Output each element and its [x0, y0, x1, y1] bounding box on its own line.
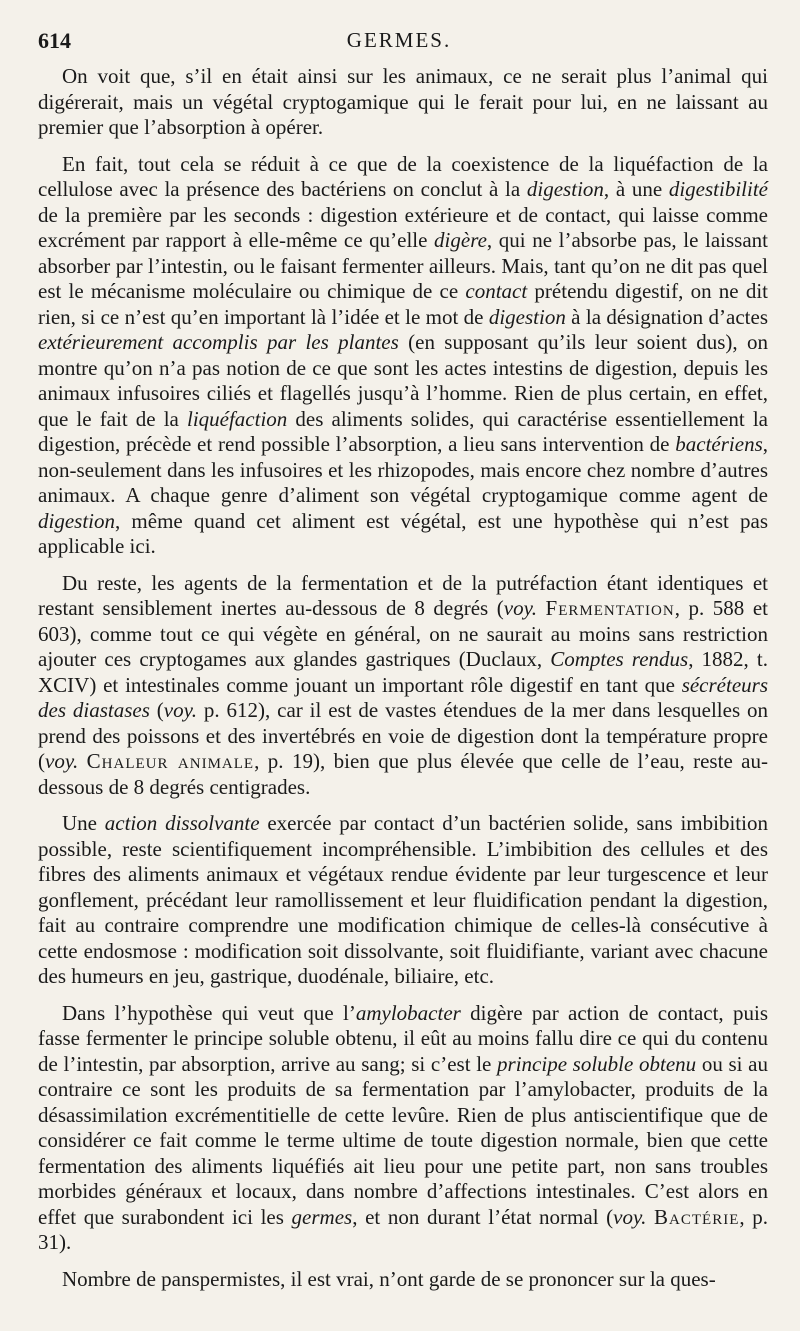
text-run: digère par action de contact, puis fasse fermenter le principe soluble obtenu, il eût au moins fallu dire ce qui du contenu de l’intestin, par absorption, arrive au sang; si c’est le: [38, 1000, 768, 1076]
text-run: , 1882, t. XCIV) et intestinales comme jouant un important rôle digestif en tant que: [38, 647, 768, 697]
italic-text: sécréteurs des diastases: [38, 672, 768, 722]
text-run: Une: [62, 811, 105, 835]
text-run: Du reste, les agents de la fermentation et de la putréfaction étant identiques et restant sensiblement inertes au-dessous de 8 degrés (: [38, 570, 768, 620]
italic-text: digère: [434, 228, 487, 252]
text-run: On voit que, s’il en était ainsi sur les animaux, ce ne serait plus l’animal qui digérerait, mais un végétal cryptogamique qui le ferait pour lui, en ne laissant au premier que l’absorption à opérer.: [38, 64, 768, 139]
text-run: (en supposant qu’ils leur soient dus), on montre qu’on n’a pas notion de ce que sont les actes intestins de digestion, depuis les animaux infusoires ciliés et flagellés jusqu’à l’homme. Rien de plus certain, en effet, que le fait de la: [38, 330, 768, 431]
text-run: exercée par contact d’un bactérien solide, sans imbibition possible, reste scientifiquement incompréhensible. L’imbibition des cellules et des fibres des aliments animaux et végétaux rendue évidente par leur turgescence et leur gonflement, précédant leur ramollissement et leur fluidification pendant la digestion, fait au contraire comprendre une modification chimique de celles-là consécutive à cette endosmose : modification soit dissolvante, soit fluidifiante, variant avec chacune des humeurs en jeu, gastrique, duodénale, biliaire, etc.: [38, 811, 768, 988]
text-run: de la première par les seconds : digestion extérieure et de contact, qui laisse comme excrément par rapport à elle-même ce qu’elle: [38, 202, 768, 252]
text-run: , à une: [603, 177, 669, 201]
italic-text: germes: [291, 1204, 353, 1229]
paragraph: [38, 811, 768, 990]
paragraph: [38, 1267, 768, 1293]
text-run: p. 612), car il est de vastes étendues de la mer dans lesquelles on prend des poissons et des invertébrés en voie de digestion dont la température propre (: [38, 698, 768, 773]
italic-text: voy.: [163, 698, 197, 722]
running-head: GERMES.: [346, 28, 452, 52]
text-run: prétendu digestif, on ne dit rien, si ce n’est qu’en important là l’idée et le mot de: [38, 279, 768, 329]
paragraph: [38, 571, 768, 801]
text-run: ou si au contraire ce sont les produits de sa fermentation par l’amylobacter, produits de la désassimilation excrémentitielle de cette levûre. Rien de plus antiscientifique que de considérer ce fait comme le terme ultime de toute digestion normale, bien que cette fermentation des aliments liquéfiés ait lieu pour une petite part, non sans troubles morbides généraux et locaux, dans nombre d’affections intestinales. C’est alors en effet que surabondent ici les: [38, 1051, 768, 1229]
italic-text: Comptes rendus: [550, 647, 689, 671]
text-run: , et non durant l’état normal (: [352, 1204, 614, 1229]
italic-text: extérieurement accomplis par les plantes: [38, 330, 399, 354]
italic-text: action dissolvante: [104, 811, 260, 835]
text-run: , même quand cet aliment est végétal, est une hypothèse qui n’est pas applicable ici.: [38, 508, 768, 558]
italic-text: principe soluble obtenu: [497, 1051, 697, 1076]
small-caps-reference: Chaleur animale: [86, 749, 255, 773]
italic-text: liquéfaction: [186, 406, 288, 431]
italic-text: digestion: [488, 304, 566, 329]
page-header: [38, 28, 760, 58]
text-run: [646, 1205, 654, 1229]
text-run: , non-seulement dans les infusoires et les rhizopodes, mais encore chez nombre d’autres animaux. A chaque genre d’aliment son végétal cryptogamique comme agent de: [38, 432, 768, 507]
text-run: , qui ne l’absorbe pas, le laissant absorber par l’intestin, ou le faisant fermenter ailleurs. Mais, tant qu’on ne dit pas quel est le mécanisme moléculaire ou chimique de ce: [38, 228, 768, 303]
italic-text: contact: [465, 279, 528, 303]
text-run: , p. 31).: [38, 1204, 769, 1254]
text-run: , p. 19), bien que plus élevée que celle de l’eau, reste au-dessous de 8 degrés centigrades.: [38, 749, 769, 799]
paragraph: [38, 64, 768, 141]
text-run: Dans l’hypothèse qui veut que l’: [62, 1000, 356, 1025]
italic-text: digestibilité: [668, 177, 768, 201]
paragraph: [38, 152, 768, 560]
page-number: 614: [38, 28, 71, 53]
text-run: à la désignation d’actes: [565, 304, 768, 329]
italic-text: voy.: [503, 596, 537, 620]
italic-text: bactériens: [675, 432, 763, 456]
paragraph: [38, 1001, 768, 1256]
italic-text: amylobacter: [355, 1000, 461, 1025]
italic-text: digestion: [526, 177, 604, 201]
italic-text: voy.: [613, 1204, 647, 1229]
small-caps-reference: Bactérie: [654, 1204, 740, 1229]
italic-text: digestion: [38, 508, 115, 533]
text-run: , p. 588 et 603), comme tout ce qui végète en général, on ne saurait au moins sans restriction ajouter ces cryptogames aux glandes gastriques (Duclaux,: [38, 596, 769, 671]
text-run: (: [149, 698, 164, 722]
small-caps-reference: Fermentation: [545, 596, 675, 620]
text-run: [537, 596, 546, 620]
italic-text: voy.: [45, 749, 79, 773]
text-run: [78, 749, 86, 773]
text-run: En fait, tout cela se réduit à ce que de la coexistence de la liquéfaction de la cellulose avec la présence des bactériens on conclut à la: [38, 151, 768, 201]
text-run: des aliments solides, qui caractérise essentiellement la digestion, précède et rend possible l’absorption, a lieu sans intervention de: [38, 406, 768, 456]
page-body: [38, 64, 768, 1303]
text-run: Nombre de panspermistes, il est vrai, n’ont garde de se prononcer sur la ques-: [62, 1266, 716, 1291]
